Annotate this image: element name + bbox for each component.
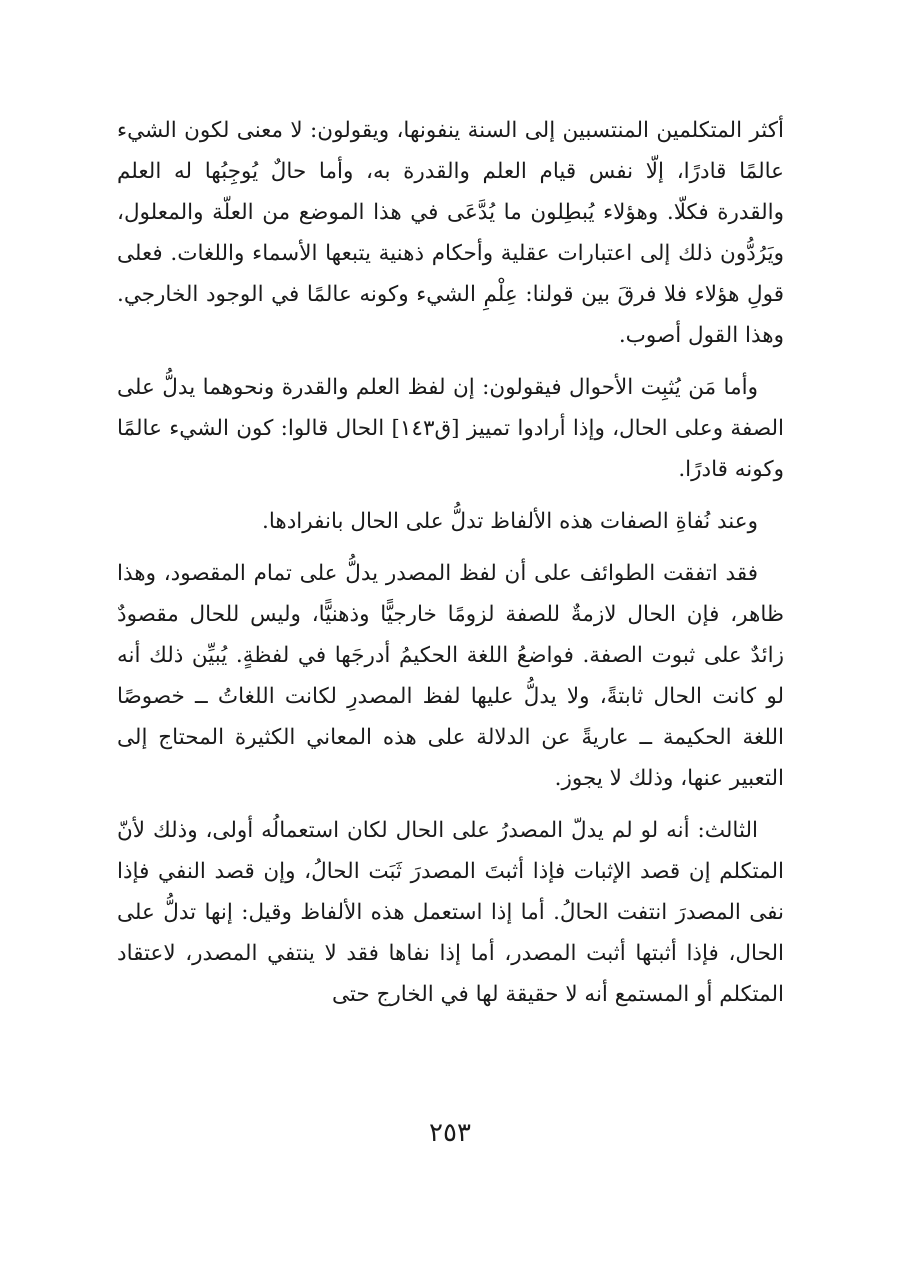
body-text — [117, 110, 784, 1026]
paragraph-1: أكثر المتكلمين المنتسبين إلى السنة ينفونها، ويقولون: لا معنى لكون الشيء عالمًا قادرًا، إلّا نفس قيام العلم والقدرة به، وأما حالٌ يُوجِبُها له العلم والقدرة فكلّا. وهؤلاء يُبطِلون ما يُدَّعَى في هذا الموضع من العلّة والمعلول، ويَرُدُّون ذلك إلى اعتبارات عقلية وأحكام ذهنية يتبعها الأسماء واللغات. فعلى قولِ هؤلاء فلا فرقَ بين قولنا: عِلْمِ الشيء وكونه عالمًا في الوجود الخارجي. وهذا القول أصوب. — [117, 118, 784, 348]
page-number: ٢٥٣ — [429, 1118, 471, 1148]
paragraph-3: وعند نُفاةِ الصفات هذه الألفاظ تدلُّ على الحال بانفرادها. — [261, 509, 758, 534]
paragraph-5: الثالث: أنه لو لم يدلّ المصدرُ على الحال لكان استعمالُه أولى، وذلك لأنّ المتكلم إن قصد الإثبات فإذا أثبتَ المصدرَ ثَبَت الحالُ، وإن قصد النفي فإذا نفى المصدرَ انتفت الحالُ. أما إذا استعمل هذه الألفاظ وقيل: إنها تدلُّ على الحال، فإذا أثبتها أثبت المصدر، أما إذا نفاها فقد لا ينتفي المصدر، لاعتقاد المتكلم أو المستمع أنه لا حقيقة لها في الخارج حتى — [117, 818, 784, 1007]
paragraph-2: وأما مَن يُثبِت الأحوال فيقولون: إن لفظ العلم والقدرة ونحوهما يدلُّ على الصفة وعلى الحال، وإذا أرادوا تمييز [ق١٤٣] الحال قالوا: كون الشيء عالمًا وكونه قادرًا. — [117, 375, 784, 482]
paragraph-4: فقد اتفقت الطوائف على أن لفظ المصدر يدلُّ على تمام المقصود، وهذا ظاهر، فإن الحال لازمةٌ للصفة لزومًا خارجيًّا وذهنيًّا، وليس للحال مقصودٌ زائدٌ على ثبوت الصفة. فواضعُ اللغة الحكيمُ أدرجَها في لفظةٍ. يُبيِّن ذلك أنه لو كانت الحال ثابتةً، ولا يدلُّ عليها لفظ المصدرِ لكانت اللغاتُ ــ خصوصًا اللغة الحكيمة ــ عاريةً عن الدلالة على هذه المعاني الكثيرة المحتاج إلى التعبير عنها، وذلك لا يجوز. — [117, 561, 784, 791]
